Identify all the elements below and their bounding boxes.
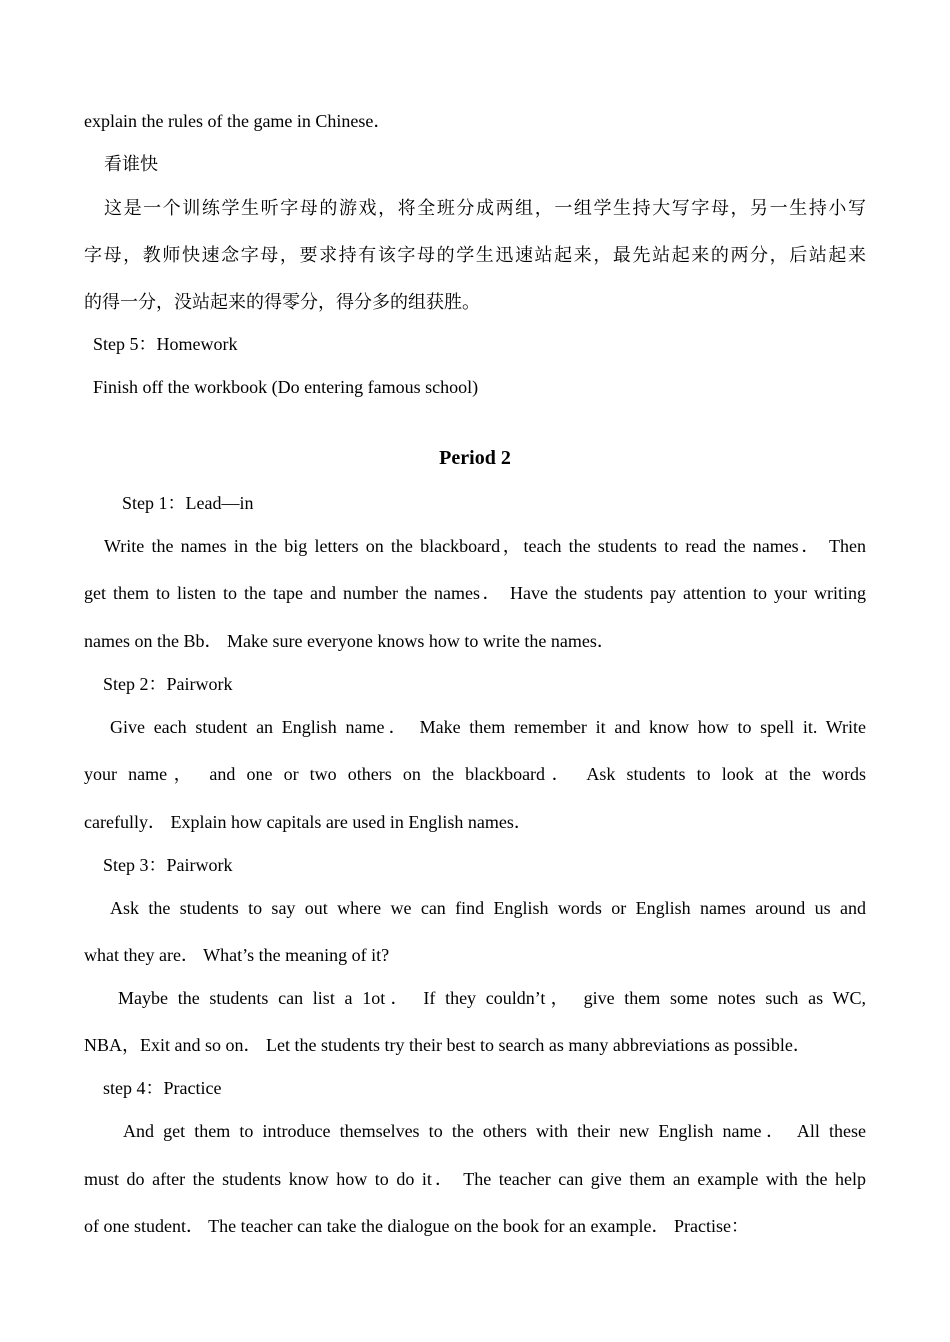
step5-text: Finish off the workbook (Do entering famous school) <box>93 377 479 397</box>
step1-line: Write the names in the big letters on the blackboard，teach the students to read the names． Then <box>104 536 866 556</box>
step4-line: must do after the students know how to do it． The teacher can give them an example with the help <box>84 1169 866 1189</box>
step4-line: And get them to introduce themselves to the others with their new English name． All these <box>123 1121 866 1141</box>
period-title: Period 2 <box>439 447 511 469</box>
step1-heading: Step 1：Lead—in <box>122 493 254 513</box>
game-desc-line: 字母，教师快速念字母，要求持有该字母的学生迅速站起来，最先站起来的两分，后站起来 <box>84 245 866 265</box>
game-desc-line: 的得一分，没站起来的得零分，得分多的组获胜。 <box>84 292 480 312</box>
intro-line: explain the rules of the game in Chinese． <box>84 111 392 131</box>
step1-line: get them to listen to the tape and number the names． Have the students pay attention to your writing <box>84 583 866 603</box>
step1-line: names on the Bb． Make sure everyone knows how to write the names． <box>84 631 615 651</box>
step2-line: Give each student an English name． Make them remember it and know how to spell it. Write <box>110 717 866 737</box>
step4-line: of one student． The teacher can take the dialogue on the book for an example． Practise： <box>84 1216 749 1236</box>
step5-heading: Step 5：Homework <box>93 334 238 354</box>
step3-line: Ask the students to say out where we can find English words or English names around us and <box>110 898 866 918</box>
step3b-line: NBA，Exit and so on． Let the students try their best to search as many abbreviations as possible． <box>84 1035 811 1055</box>
game-desc-line: 这是一个训练学生听字母的游戏，将全班分成两组，一组学生持大写字母，另一生持小写 <box>104 198 866 218</box>
step3-line: what they are． What’s the meaning of it? <box>84 945 390 965</box>
step4-heading: step 4：Practice <box>103 1078 222 1098</box>
step2-line: carefully． Explain how capitals are used in English names． <box>84 812 532 832</box>
step3b-line: Maybe the students can list a 1ot． If they couldn’t， give them some notes such as WC, <box>118 988 866 1008</box>
game-name: 看谁快 <box>104 154 158 174</box>
step2-heading: Step 2：Pairwork <box>103 674 233 694</box>
step3-heading: Step 3：Pairwork <box>103 855 233 875</box>
step2-line: your name， and one or two others on the blackboard． Ask students to look at the words <box>84 764 866 784</box>
